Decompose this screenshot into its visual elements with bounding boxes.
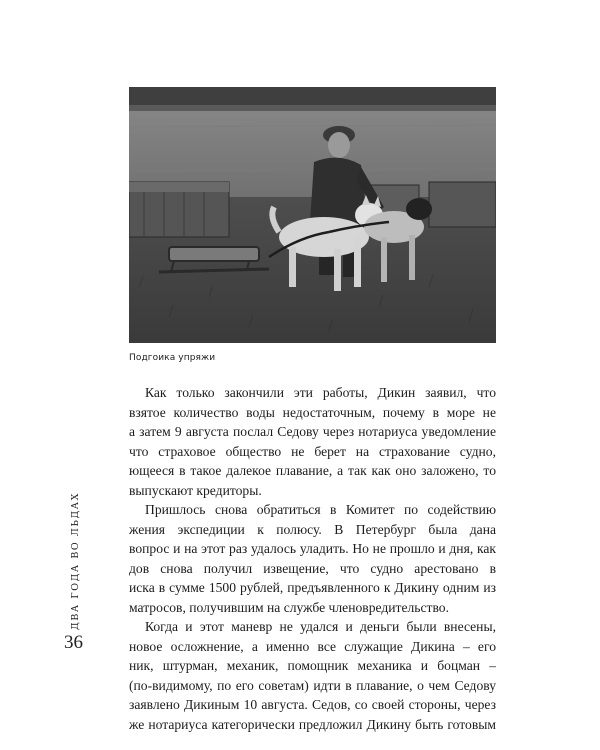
text-line: Пришлось снова обратиться в Комитет по содействию (145, 502, 496, 517)
text-line: жения экспедиции к полюсу. В Петербург была дана (129, 521, 496, 537)
text-line: ник, штурман, механик, помощник механика и боцман – (129, 658, 496, 673)
text-line: а затем 9 августа послал Седову через нотариуса уведомление (129, 424, 496, 439)
photo-caption: Подгоика упряжи (129, 353, 216, 363)
text-line: (по-видимому, по его советам) идти в плавание, о чем Седову (129, 677, 496, 693)
text-line: Как только закончили эти работы, Дикин заявил, что (145, 385, 496, 400)
text-line: иска в сумме 1500 рублей, предъявленного к Дикину одним из (129, 580, 496, 595)
page-number: 36 (64, 632, 83, 653)
text-line: матросов, получившим на службе членовредительство. (129, 599, 449, 615)
text-line: дов снова получил извещение, что судно арестовано в (129, 560, 496, 576)
text-line: новое осложнение, а именно все служащие Дикина – его (129, 638, 496, 654)
text-line: вопрос и на этот раз удалось уладить. Но не прошло и дня, как (129, 541, 496, 556)
text-line: что страховое общество не берет на страхование судно, (129, 443, 496, 459)
text-line: выпускают кредиторы. (129, 482, 262, 498)
text-line: ющееся в такое далекое плавание, а так как оно заложено, то (129, 463, 496, 478)
text-line: заявлено Дикиным 10 августа. Седов, со своей стороны, через (129, 697, 496, 712)
photo-dog-harness (129, 87, 496, 343)
text-line: взятое количество воды недостаточным, почему в море не (129, 404, 496, 420)
text-line: Когда и этот маневр не удался и деньги были внесены, (145, 619, 496, 634)
photo-illustration (129, 87, 496, 343)
running-head: ДВА ГОДА ВО ЛЬДАХ (70, 492, 81, 630)
text-line: же нотариуса категорически предложил Дикину быть готовым (129, 716, 496, 732)
body-text (129, 383, 496, 734)
